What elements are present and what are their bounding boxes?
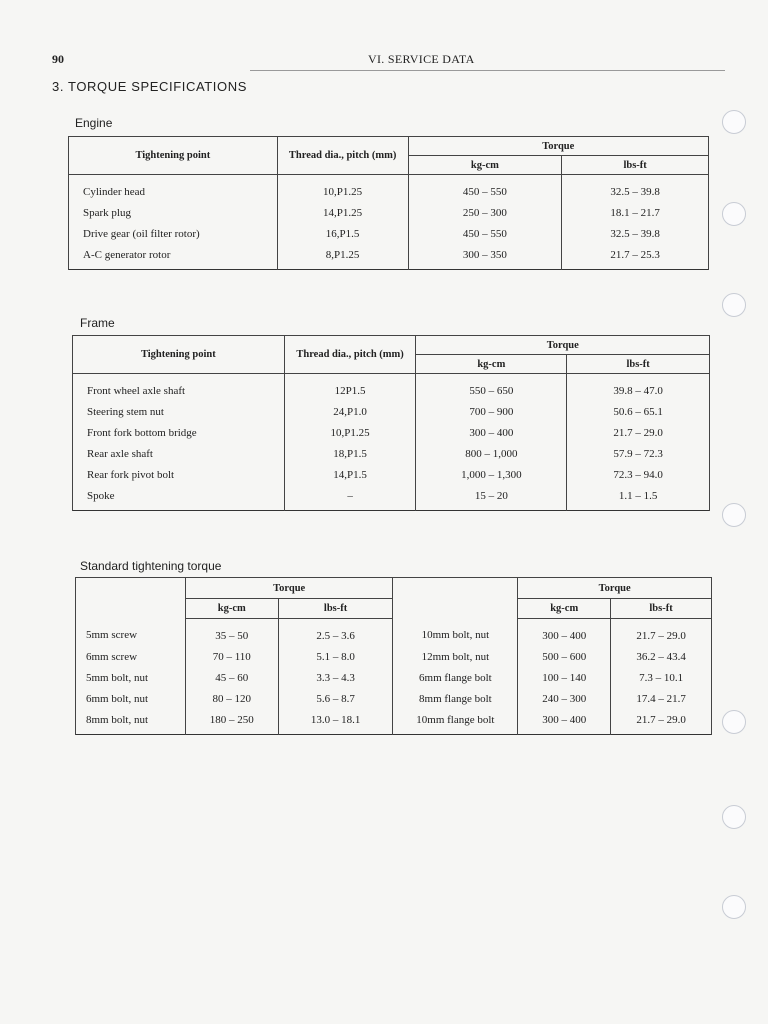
- thread-pitch: 14,P1.5: [284, 464, 416, 485]
- frame-col-lbsft: lbs-ft: [567, 355, 710, 374]
- table-row: [73, 464, 710, 485]
- torque-kgcm: 70 – 110: [185, 646, 278, 667]
- tightening-point: Drive gear (oil filter rotor): [69, 223, 278, 244]
- tightening-point: A-C generator rotor: [69, 244, 278, 270]
- torque-kgcm: 700 – 900: [416, 401, 567, 422]
- thread-pitch: –: [284, 485, 416, 511]
- running-head: VI. SERVICE DATA: [368, 52, 475, 66]
- frame-col-kgcm: kg-cm: [416, 355, 567, 374]
- table-row: [69, 223, 709, 244]
- torque-lbsft: 39.8 – 47.0: [567, 374, 710, 402]
- torque-lbsft: 21.7 – 29.0: [611, 619, 712, 647]
- table-row: [73, 485, 710, 511]
- torque-kgcm: 300 – 400: [416, 422, 567, 443]
- engine-heading: Engine: [75, 116, 113, 130]
- torque-kgcm: 300 – 400: [518, 709, 611, 735]
- engine-col-kgcm: kg-cm: [408, 156, 562, 175]
- standard-right-col-torque: Torque: [518, 578, 712, 599]
- binder-hole: [722, 202, 746, 226]
- table-row: [73, 401, 710, 422]
- torque-lbsft: 50.6 – 65.1: [567, 401, 710, 422]
- torque-kgcm: 1,000 – 1,300: [416, 464, 567, 485]
- table-row: [73, 374, 710, 402]
- thread-pitch: 10,P1.25: [277, 175, 408, 203]
- torque-kgcm: 450 – 550: [408, 175, 562, 203]
- frame-heading: Frame: [80, 316, 115, 330]
- frame-col-torque: Torque: [416, 336, 710, 355]
- thread-pitch: 24,P1.0: [284, 401, 416, 422]
- section-title: 3. TORQUE SPECIFICATIONS: [52, 79, 247, 94]
- table-row: [73, 422, 710, 443]
- torque-lbsft: 21.7 – 25.3: [562, 244, 709, 270]
- fastener-size: 5mm screw: [76, 619, 186, 647]
- table-row: [76, 688, 712, 709]
- torque-lbsft: 32.5 – 39.8: [562, 223, 709, 244]
- tightening-point: Steering stem nut: [73, 401, 285, 422]
- fastener-size: 10mm flange bolt: [393, 709, 518, 735]
- binder-hole: [722, 710, 746, 734]
- table-row: [76, 667, 712, 688]
- torque-kgcm: 800 – 1,000: [416, 443, 567, 464]
- tightening-point: Spark plug: [69, 202, 278, 223]
- engine-col-thread: Thread dia., pitch (mm): [277, 137, 408, 175]
- engine-col-torque: Torque: [408, 137, 709, 156]
- standard-heading: Standard tightening torque: [80, 559, 222, 573]
- tightening-point: Front fork bottom bridge: [73, 422, 285, 443]
- thread-pitch: 10,P1.25: [284, 422, 416, 443]
- standard-right-col-lbsft: lbs-ft: [611, 599, 712, 619]
- tightening-point: Front wheel axle shaft: [73, 374, 285, 402]
- torque-kgcm: 550 – 650: [416, 374, 567, 402]
- torque-lbsft: 1.1 – 1.5: [567, 485, 710, 511]
- torque-kgcm: 500 – 600: [518, 646, 611, 667]
- header-rule: [250, 70, 725, 71]
- table-row: [76, 646, 712, 667]
- torque-kgcm: 300 – 350: [408, 244, 562, 270]
- torque-lbsft: 17.4 – 21.7: [611, 688, 712, 709]
- frame-col-thread: Thread dia., pitch (mm): [284, 336, 416, 374]
- table-row: [76, 709, 712, 735]
- torque-kgcm: 240 – 300: [518, 688, 611, 709]
- thread-pitch: 14,P1.25: [277, 202, 408, 223]
- standard-right-col-kgcm: kg-cm: [518, 599, 611, 619]
- torque-lbsft: 21.7 – 29.0: [611, 709, 712, 735]
- fastener-size: 6mm flange bolt: [393, 667, 518, 688]
- frame-col-point: Tightening point: [73, 336, 285, 374]
- torque-kgcm: 250 – 300: [408, 202, 562, 223]
- table-row: [69, 175, 709, 203]
- torque-kgcm: 300 – 400: [518, 619, 611, 647]
- fastener-size: 8mm bolt, nut: [76, 709, 186, 735]
- torque-lbsft: 2.5 – 3.6: [278, 619, 393, 647]
- engine-col-lbsft: lbs-ft: [562, 156, 709, 175]
- torque-lbsft: 32.5 – 39.8: [562, 175, 709, 203]
- engine-col-point: Tightening point: [69, 137, 278, 175]
- thread-pitch: 16,P1.5: [277, 223, 408, 244]
- binder-hole: [722, 503, 746, 527]
- fastener-size: 6mm bolt, nut: [76, 688, 186, 709]
- torque-kgcm: 45 – 60: [185, 667, 278, 688]
- standard-table: [75, 577, 712, 735]
- torque-kgcm: 450 – 550: [408, 223, 562, 244]
- frame-table: [72, 335, 710, 511]
- tightening-point: Cylinder head: [69, 175, 278, 203]
- torque-lbsft: 18.1 – 21.7: [562, 202, 709, 223]
- binder-hole: [722, 110, 746, 134]
- torque-kgcm: 180 – 250: [185, 709, 278, 735]
- torque-lbsft: 7.3 – 10.1: [611, 667, 712, 688]
- fastener-size: 5mm bolt, nut: [76, 667, 186, 688]
- binder-hole: [722, 895, 746, 919]
- fastener-size: 8mm flange bolt: [393, 688, 518, 709]
- torque-lbsft: 13.0 – 18.1: [278, 709, 393, 735]
- torque-kgcm: 35 – 50: [185, 619, 278, 647]
- torque-lbsft: 5.6 – 8.7: [278, 688, 393, 709]
- thread-pitch: 8,P1.25: [277, 244, 408, 270]
- torque-kgcm: 100 – 140: [518, 667, 611, 688]
- torque-lbsft: 21.7 – 29.0: [567, 422, 710, 443]
- torque-lbsft: 36.2 – 43.4: [611, 646, 712, 667]
- table-row: [69, 202, 709, 223]
- binder-hole: [722, 293, 746, 317]
- standard-left-col-lbsft: lbs-ft: [278, 599, 393, 619]
- tightening-point: Rear fork pivot bolt: [73, 464, 285, 485]
- torque-kgcm: 80 – 120: [185, 688, 278, 709]
- torque-lbsft: 57.9 – 72.3: [567, 443, 710, 464]
- fastener-size: 12mm bolt, nut: [393, 646, 518, 667]
- table-row: [73, 443, 710, 464]
- torque-lbsft: 5.1 – 8.0: [278, 646, 393, 667]
- tightening-point: Rear axle shaft: [73, 443, 285, 464]
- tightening-point: Spoke: [73, 485, 285, 511]
- standard-left-col-torque: Torque: [185, 578, 393, 599]
- table-row: [76, 619, 712, 647]
- binder-hole: [722, 805, 746, 829]
- standard-left-blank-header: [76, 578, 186, 619]
- table-row: [69, 244, 709, 270]
- standard-left-col-kgcm: kg-cm: [185, 599, 278, 619]
- thread-pitch: 18,P1.5: [284, 443, 416, 464]
- torque-kgcm: 15 – 20: [416, 485, 567, 511]
- thread-pitch: 12P1.5: [284, 374, 416, 402]
- torque-lbsft: 3.3 – 4.3: [278, 667, 393, 688]
- engine-table: [68, 136, 709, 270]
- standard-right-blank-header: [393, 578, 518, 619]
- fastener-size: 6mm screw: [76, 646, 186, 667]
- fastener-size: 10mm bolt, nut: [393, 619, 518, 647]
- page-number: 90: [52, 52, 64, 66]
- torque-lbsft: 72.3 – 94.0: [567, 464, 710, 485]
